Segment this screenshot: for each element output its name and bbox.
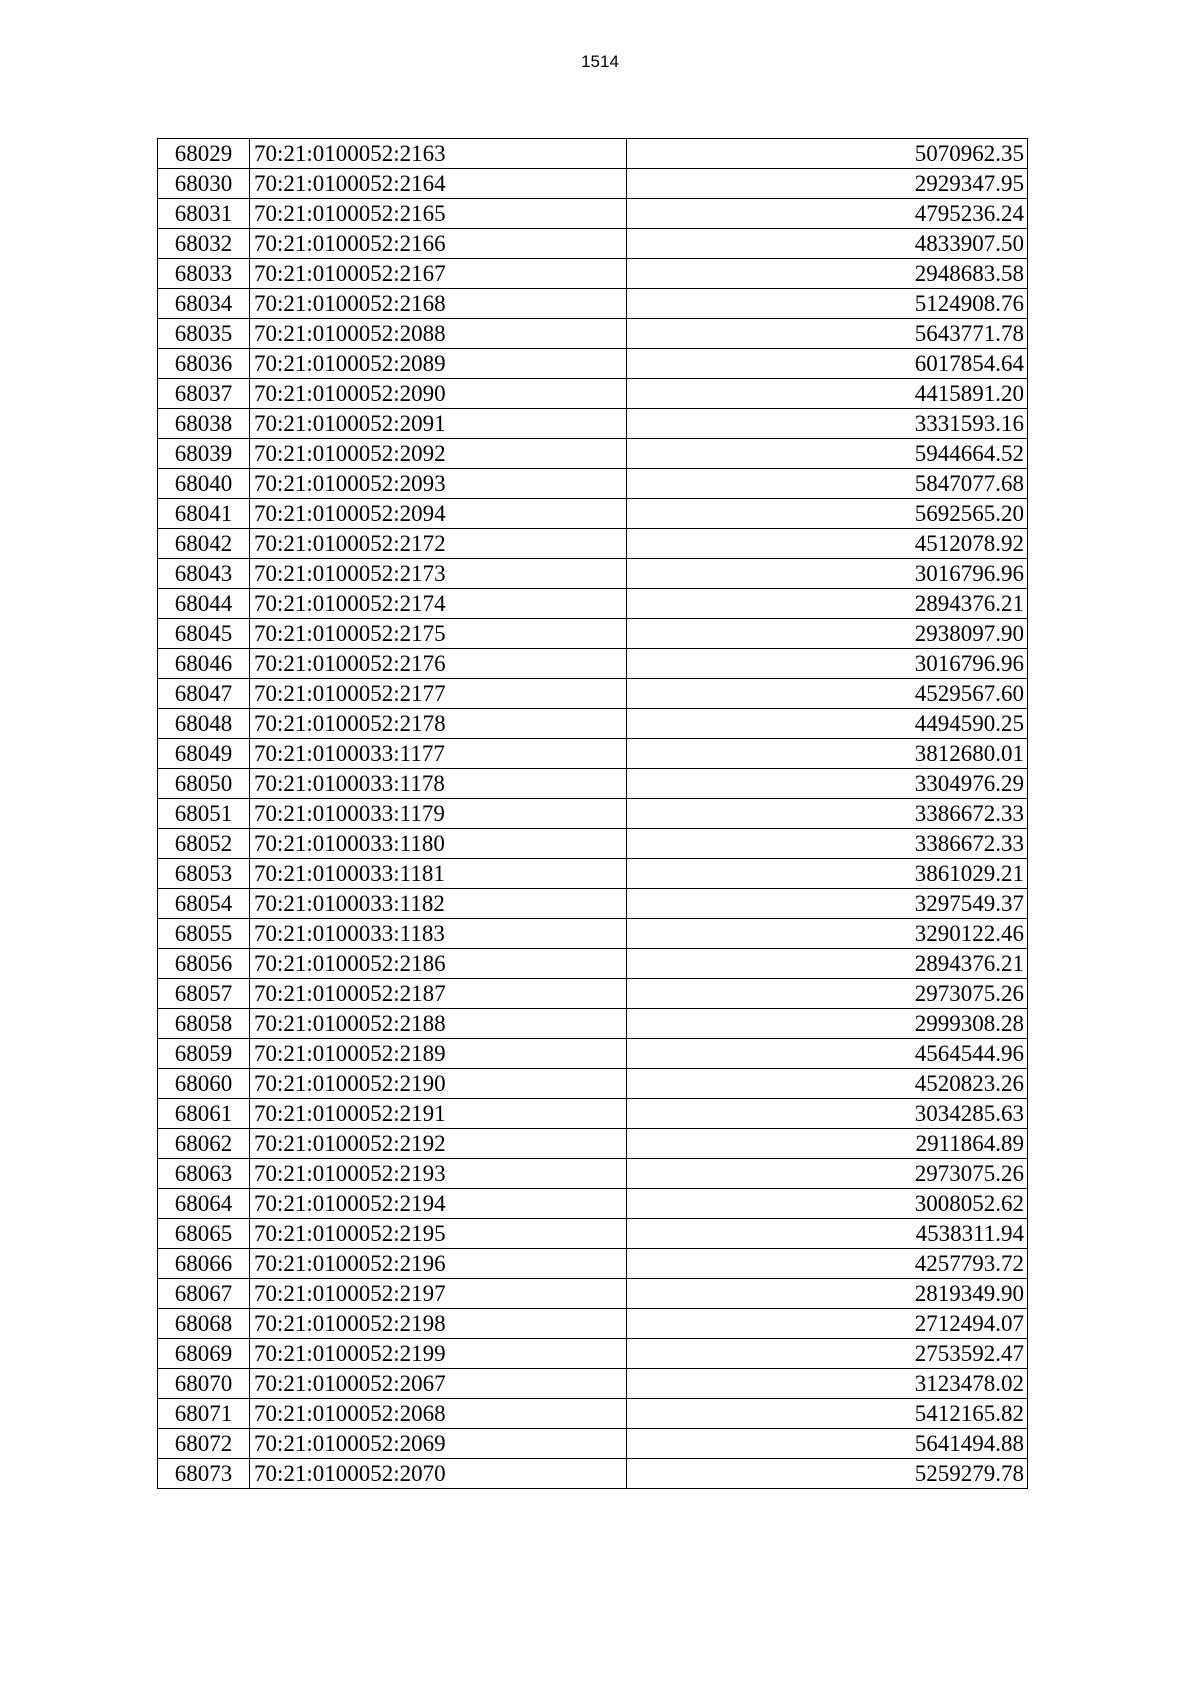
cadastral-value-cell: 3034285.63 (627, 1099, 1028, 1129)
cadastral-value-cell: 3290122.46 (627, 919, 1028, 949)
row-number-cell: 68048 (158, 709, 250, 739)
cadastral-number-cell: 70:21:0100052:2091 (250, 409, 627, 439)
cadastral-number-cell: 70:21:0100033:1182 (250, 889, 627, 919)
table-row (158, 409, 1028, 439)
row-number-cell: 68049 (158, 739, 250, 769)
row-number-cell: 68062 (158, 1129, 250, 1159)
row-number-cell: 68070 (158, 1369, 250, 1399)
cadastral-number-cell: 70:21:0100052:2070 (250, 1459, 627, 1489)
cadastral-value-cell: 2819349.90 (627, 1279, 1028, 1309)
cadastral-value-cell: 2894376.21 (627, 589, 1028, 619)
table-row (158, 649, 1028, 679)
row-number-cell: 68052 (158, 829, 250, 859)
cadastral-value-cell: 3008052.62 (627, 1189, 1028, 1219)
row-number-cell: 68060 (158, 1069, 250, 1099)
cadastral-number-cell: 70:21:0100052:2173 (250, 559, 627, 589)
table-row (158, 139, 1028, 169)
cadastral-number-cell: 70:21:0100052:2191 (250, 1099, 627, 1129)
cadastral-value-cell: 2911864.89 (627, 1129, 1028, 1159)
cadastral-value-cell: 2929347.95 (627, 169, 1028, 199)
table-row (158, 469, 1028, 499)
cadastral-number-cell: 70:21:0100052:2068 (250, 1399, 627, 1429)
cadastral-value-cell: 4415891.20 (627, 379, 1028, 409)
row-number-cell: 68058 (158, 1009, 250, 1039)
row-number-cell: 68063 (158, 1159, 250, 1189)
cadastral-value-cell: 3331593.16 (627, 409, 1028, 439)
cadastral-value-cell: 4520823.26 (627, 1069, 1028, 1099)
cadastral-number-cell: 70:21:0100052:2094 (250, 499, 627, 529)
table-row (158, 1459, 1028, 1489)
table-row (158, 1399, 1028, 1429)
cadastral-value-cell: 2973075.26 (627, 979, 1028, 1009)
table-row (158, 709, 1028, 739)
cadastral-value-cell: 5124908.76 (627, 289, 1028, 319)
table-row (158, 349, 1028, 379)
cadastral-number-cell: 70:21:0100052:2188 (250, 1009, 627, 1039)
cadastral-number-cell: 70:21:0100052:2069 (250, 1429, 627, 1459)
row-number-cell: 68029 (158, 139, 250, 169)
row-number-cell: 68051 (158, 799, 250, 829)
cadastral-value-cell: 3016796.96 (627, 559, 1028, 589)
cadastral-number-cell: 70:21:0100052:2178 (250, 709, 627, 739)
cadastral-value-cell: 4257793.72 (627, 1249, 1028, 1279)
table-row (158, 259, 1028, 289)
cadastral-value-cell: 5643771.78 (627, 319, 1028, 349)
cadastral-number-cell: 70:21:0100052:2175 (250, 619, 627, 649)
cadastral-value-cell: 4512078.92 (627, 529, 1028, 559)
table-row (158, 919, 1028, 949)
row-number-cell: 68056 (158, 949, 250, 979)
cadastral-value-cell: 2712494.07 (627, 1309, 1028, 1339)
row-number-cell: 68039 (158, 439, 250, 469)
cadastral-value-cell: 5412165.82 (627, 1399, 1028, 1429)
table-row (158, 1189, 1028, 1219)
table-row (158, 1219, 1028, 1249)
cadastral-value-cell: 6017854.64 (627, 349, 1028, 379)
table-row (158, 799, 1028, 829)
cadastral-number-cell: 70:21:0100052:2165 (250, 199, 627, 229)
cadastral-number-cell: 70:21:0100033:1179 (250, 799, 627, 829)
table-row (158, 1069, 1028, 1099)
table-row (158, 769, 1028, 799)
row-number-cell: 68043 (158, 559, 250, 589)
cadastral-value-cell: 4494590.25 (627, 709, 1028, 739)
cadastral-number-cell: 70:21:0100052:2166 (250, 229, 627, 259)
cadastral-number-cell: 70:21:0100033:1178 (250, 769, 627, 799)
cadastral-number-cell: 70:21:0100052:2092 (250, 439, 627, 469)
row-number-cell: 68066 (158, 1249, 250, 1279)
row-number-cell: 68069 (158, 1339, 250, 1369)
table-row (158, 1099, 1028, 1129)
row-number-cell: 68057 (158, 979, 250, 1009)
table-row (158, 679, 1028, 709)
cadastral-value-cell: 3386672.33 (627, 829, 1028, 859)
row-number-cell: 68037 (158, 379, 250, 409)
table-row (158, 1309, 1028, 1339)
table-row (158, 1339, 1028, 1369)
row-number-cell: 68071 (158, 1399, 250, 1429)
cadastral-number-cell: 70:21:0100052:2067 (250, 1369, 627, 1399)
cadastral-value-cell: 2999308.28 (627, 1009, 1028, 1039)
cadastral-value-cell: 5259279.78 (627, 1459, 1028, 1489)
table-row (158, 559, 1028, 589)
cadastral-number-cell: 70:21:0100052:2174 (250, 589, 627, 619)
row-number-cell: 68044 (158, 589, 250, 619)
row-number-cell: 68046 (158, 649, 250, 679)
row-number-cell: 68053 (158, 859, 250, 889)
cadastral-value-cell: 4795236.24 (627, 199, 1028, 229)
row-number-cell: 68035 (158, 319, 250, 349)
row-number-cell: 68059 (158, 1039, 250, 1069)
row-number-cell: 68045 (158, 619, 250, 649)
row-number-cell: 68073 (158, 1459, 250, 1489)
row-number-cell: 68041 (158, 499, 250, 529)
table-row (158, 199, 1028, 229)
cadastral-value-cell: 2894376.21 (627, 949, 1028, 979)
table-row (158, 1159, 1028, 1189)
cadastral-value-cell: 5847077.68 (627, 469, 1028, 499)
table-row (158, 169, 1028, 199)
cadastral-number-cell: 70:21:0100052:2093 (250, 469, 627, 499)
cadastral-number-cell: 70:21:0100052:2090 (250, 379, 627, 409)
cadastral-number-cell: 70:21:0100052:2196 (250, 1249, 627, 1279)
table-row (158, 439, 1028, 469)
row-number-cell: 68031 (158, 199, 250, 229)
cadastral-number-cell: 70:21:0100052:2190 (250, 1069, 627, 1099)
table-row (158, 229, 1028, 259)
cadastral-value-cell: 2948683.58 (627, 259, 1028, 289)
cadastral-number-cell: 70:21:0100052:2193 (250, 1159, 627, 1189)
row-number-cell: 68032 (158, 229, 250, 259)
cadastral-value-cell: 5692565.20 (627, 499, 1028, 529)
row-number-cell: 68067 (158, 1279, 250, 1309)
cadastral-value-cell: 3123478.02 (627, 1369, 1028, 1399)
cadastral-value-cell: 4529567.60 (627, 679, 1028, 709)
table-row (158, 319, 1028, 349)
cadastral-value-cell: 3016796.96 (627, 649, 1028, 679)
cadastral-number-cell: 70:21:0100052:2177 (250, 679, 627, 709)
table-row (158, 1279, 1028, 1309)
cadastral-value-table (157, 138, 1028, 1489)
table-row (158, 1429, 1028, 1459)
cadastral-number-cell: 70:21:0100052:2192 (250, 1129, 627, 1159)
cadastral-number-cell: 70:21:0100052:2194 (250, 1189, 627, 1219)
table-row (158, 949, 1028, 979)
row-number-cell: 68047 (158, 679, 250, 709)
table-row (158, 529, 1028, 559)
cadastral-number-cell: 70:21:0100052:2197 (250, 1279, 627, 1309)
cadastral-number-cell: 70:21:0100052:2199 (250, 1339, 627, 1369)
table-row (158, 829, 1028, 859)
page-number: 1514 (581, 52, 619, 71)
row-number-cell: 68065 (158, 1219, 250, 1249)
row-number-cell: 68040 (158, 469, 250, 499)
row-number-cell: 68030 (158, 169, 250, 199)
cadastral-value-cell: 3304976.29 (627, 769, 1028, 799)
cadastral-number-cell: 70:21:0100033:1177 (250, 739, 627, 769)
cadastral-number-cell: 70:21:0100052:2163 (250, 139, 627, 169)
table-row (158, 1009, 1028, 1039)
row-number-cell: 68033 (158, 259, 250, 289)
row-number-cell: 68072 (158, 1429, 250, 1459)
cadastral-value-cell: 3861029.21 (627, 859, 1028, 889)
cadastral-value-cell: 2753592.47 (627, 1339, 1028, 1369)
cadastral-number-cell: 70:21:0100052:2187 (250, 979, 627, 1009)
cadastral-number-cell: 70:21:0100033:1183 (250, 919, 627, 949)
table-body (158, 139, 1028, 1489)
cadastral-number-cell: 70:21:0100033:1181 (250, 859, 627, 889)
cadastral-value-cell: 5641494.88 (627, 1429, 1028, 1459)
cadastral-number-cell: 70:21:0100052:2198 (250, 1309, 627, 1339)
table-row (158, 379, 1028, 409)
cadastral-number-cell: 70:21:0100052:2089 (250, 349, 627, 379)
row-number-cell: 68061 (158, 1099, 250, 1129)
table-row (158, 979, 1028, 1009)
cadastral-value-cell: 2973075.26 (627, 1159, 1028, 1189)
table-row (158, 499, 1028, 529)
table-row (158, 739, 1028, 769)
row-number-cell: 68064 (158, 1189, 250, 1219)
cadastral-value-cell: 3812680.01 (627, 739, 1028, 769)
cadastral-number-cell: 70:21:0100052:2176 (250, 649, 627, 679)
table-row (158, 1249, 1028, 1279)
cadastral-number-cell: 70:21:0100052:2189 (250, 1039, 627, 1069)
table-row (158, 289, 1028, 319)
cadastral-number-cell: 70:21:0100052:2172 (250, 529, 627, 559)
cadastral-value-cell: 3297549.37 (627, 889, 1028, 919)
row-number-cell: 68042 (158, 529, 250, 559)
table-row (158, 589, 1028, 619)
cadastral-value-cell: 4833907.50 (627, 229, 1028, 259)
table-row (158, 859, 1028, 889)
table-row (158, 1039, 1028, 1069)
cadastral-number-cell: 70:21:0100052:2167 (250, 259, 627, 289)
table-row (158, 1369, 1028, 1399)
table-row (158, 619, 1028, 649)
row-number-cell: 68050 (158, 769, 250, 799)
cadastral-number-cell: 70:21:0100052:2186 (250, 949, 627, 979)
row-number-cell: 68034 (158, 289, 250, 319)
row-number-cell: 68054 (158, 889, 250, 919)
cadastral-number-cell: 70:21:0100052:2164 (250, 169, 627, 199)
cadastral-value-cell: 5070962.35 (627, 139, 1028, 169)
cadastral-value-cell: 2938097.90 (627, 619, 1028, 649)
cadastral-number-cell: 70:21:0100052:2195 (250, 1219, 627, 1249)
row-number-cell: 68068 (158, 1309, 250, 1339)
cadastral-value-cell: 3386672.33 (627, 799, 1028, 829)
cadastral-value-cell: 4564544.96 (627, 1039, 1028, 1069)
row-number-cell: 68038 (158, 409, 250, 439)
cadastral-number-cell: 70:21:0100033:1180 (250, 829, 627, 859)
row-number-cell: 68036 (158, 349, 250, 379)
cadastral-value-cell: 5944664.52 (627, 439, 1028, 469)
cadastral-number-cell: 70:21:0100052:2168 (250, 289, 627, 319)
cadastral-value-cell: 4538311.94 (627, 1219, 1028, 1249)
table-row (158, 889, 1028, 919)
row-number-cell: 68055 (158, 919, 250, 949)
cadastral-number-cell: 70:21:0100052:2088 (250, 319, 627, 349)
table-row (158, 1129, 1028, 1159)
